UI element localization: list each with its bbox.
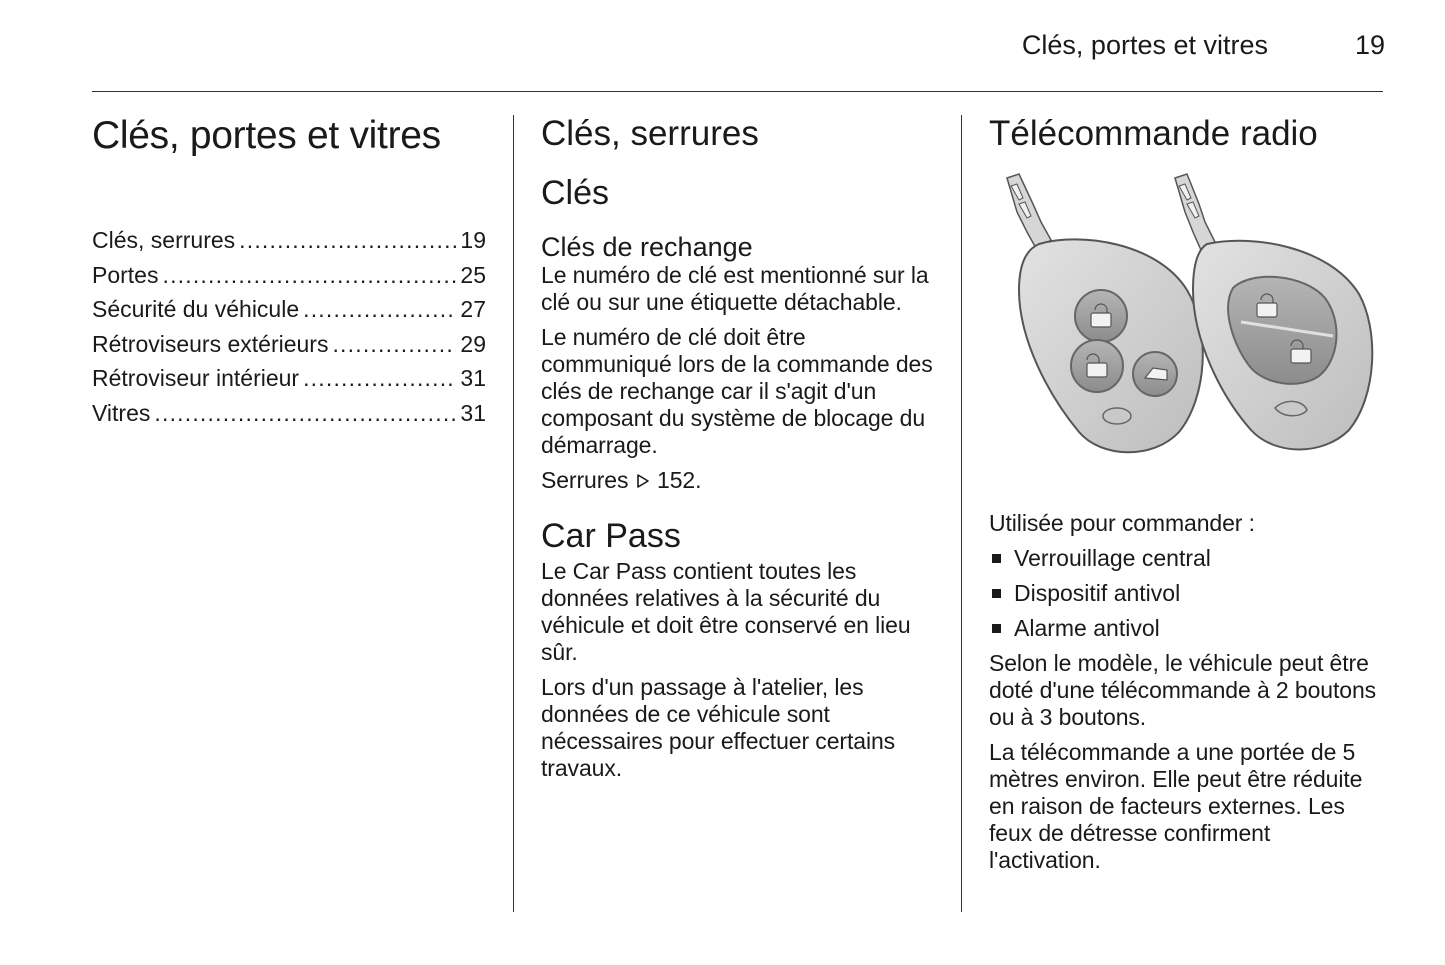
subsection-title-keys: Clés xyxy=(541,174,610,212)
ref-page: 152. xyxy=(657,467,702,493)
toc-page: 31 xyxy=(460,365,486,391)
column-keys-locks xyxy=(541,112,939,790)
toc-leader xyxy=(239,225,456,260)
key-blade-right xyxy=(1175,174,1215,250)
toc-label: Vitres xyxy=(92,399,151,426)
list-item xyxy=(989,615,1387,642)
toc-page: 27 xyxy=(460,296,486,322)
list-item xyxy=(989,545,1387,572)
toc-entry[interactable] xyxy=(92,294,486,329)
section-title-remote-control: Télécommande radio xyxy=(989,114,1318,153)
list-item xyxy=(989,580,1387,607)
toc-leader xyxy=(303,363,456,398)
heading-spare-keys: Clés de rechange xyxy=(541,232,753,262)
car-pass-paragraph-2: Lors d'un passage à l'atelier, les données de ce véhicule sont nécessaires pour effectuer certains travaux. xyxy=(541,674,896,781)
toc-entry[interactable] xyxy=(92,225,486,260)
remote-intro: Utilisée pour commander : xyxy=(989,510,1255,536)
bullet-square-icon xyxy=(992,624,1001,633)
header-rule xyxy=(92,91,1383,92)
bullet-square-icon xyxy=(992,554,1001,563)
cross-reference[interactable] xyxy=(541,467,939,494)
toc-entry[interactable] xyxy=(92,398,486,433)
column-divider-2 xyxy=(961,115,962,912)
toc-entry[interactable] xyxy=(92,329,486,364)
spare-keys-paragraph-2: Le numéro de clé doit être communiqué lors de la commande des clés de rechange car il s'agit d'un composant du système de blocage du démarrage. xyxy=(541,324,933,458)
toc-page: 31 xyxy=(460,399,486,426)
toc-label: Portes xyxy=(92,261,159,288)
key-blade-left xyxy=(1007,174,1051,250)
toc-page: 19 xyxy=(460,227,486,253)
section-title-car-pass: Car Pass xyxy=(541,517,681,555)
toc-leader xyxy=(162,260,456,295)
running-header-title: Clés, portes et vitres xyxy=(1021,30,1268,60)
car-pass-paragraph-1: Le Car Pass contient toutes les données relatives à la sécurité du véhicule et doit être conservé en lieu sûr. xyxy=(541,558,911,665)
toc-page: 29 xyxy=(460,330,486,357)
spare-keys-paragraph-1: Le numéro de clé est mentionné sur la clé ou sur une étiquette détachable. xyxy=(541,262,929,315)
toc-leader xyxy=(303,294,456,329)
toc-label: Rétroviseur intérieur xyxy=(92,365,300,391)
chapter-title: Clés, portes et vitres xyxy=(92,114,441,157)
list-item-text: Verrouillage central xyxy=(1014,545,1211,571)
toc-label: Rétroviseurs extérieurs xyxy=(92,330,329,357)
remote-keys-illustration xyxy=(989,170,1383,488)
toc-entry[interactable] xyxy=(92,363,486,398)
table-of-contents xyxy=(92,225,486,432)
remote-paragraph-2: La télécommande a une portée de 5 mètres environ. Elle peut être réduite en raison de facteurs externes. Les feux de détresse confirment l'activation. xyxy=(989,739,1363,873)
bullet-square-icon xyxy=(992,589,1001,598)
toc-leader xyxy=(332,329,456,364)
toc-label: Sécurité du véhicule xyxy=(92,296,300,322)
ref-text: Serrures xyxy=(541,467,629,493)
list-item-text: Dispositif antivol xyxy=(1014,580,1181,606)
remote-functions-list xyxy=(989,545,1387,642)
remote-keys-image xyxy=(989,170,1383,488)
toc-label: Clés, serrures xyxy=(92,227,236,253)
column-toc xyxy=(92,112,486,426)
list-item-text: Alarme antivol xyxy=(1014,615,1160,641)
page-number: 19 xyxy=(1354,30,1385,60)
running-header xyxy=(0,30,1385,66)
section-title-keys-locks: Clés, serrures xyxy=(541,114,759,153)
remote-fob-3-buttons xyxy=(1019,239,1203,452)
column-remote-control xyxy=(989,112,1387,882)
toc-leader xyxy=(154,398,456,433)
column-divider-1 xyxy=(513,115,514,912)
remote-paragraph-1: Selon le modèle, le véhicule peut être doté d'une télécommande à 2 boutons ou à 3 boutons. xyxy=(989,650,1377,730)
remote-fob-2-buttons xyxy=(1193,241,1372,450)
toc-page: 25 xyxy=(460,261,486,288)
reference-arrow-icon xyxy=(635,473,651,489)
toc-entry[interactable] xyxy=(92,260,486,295)
